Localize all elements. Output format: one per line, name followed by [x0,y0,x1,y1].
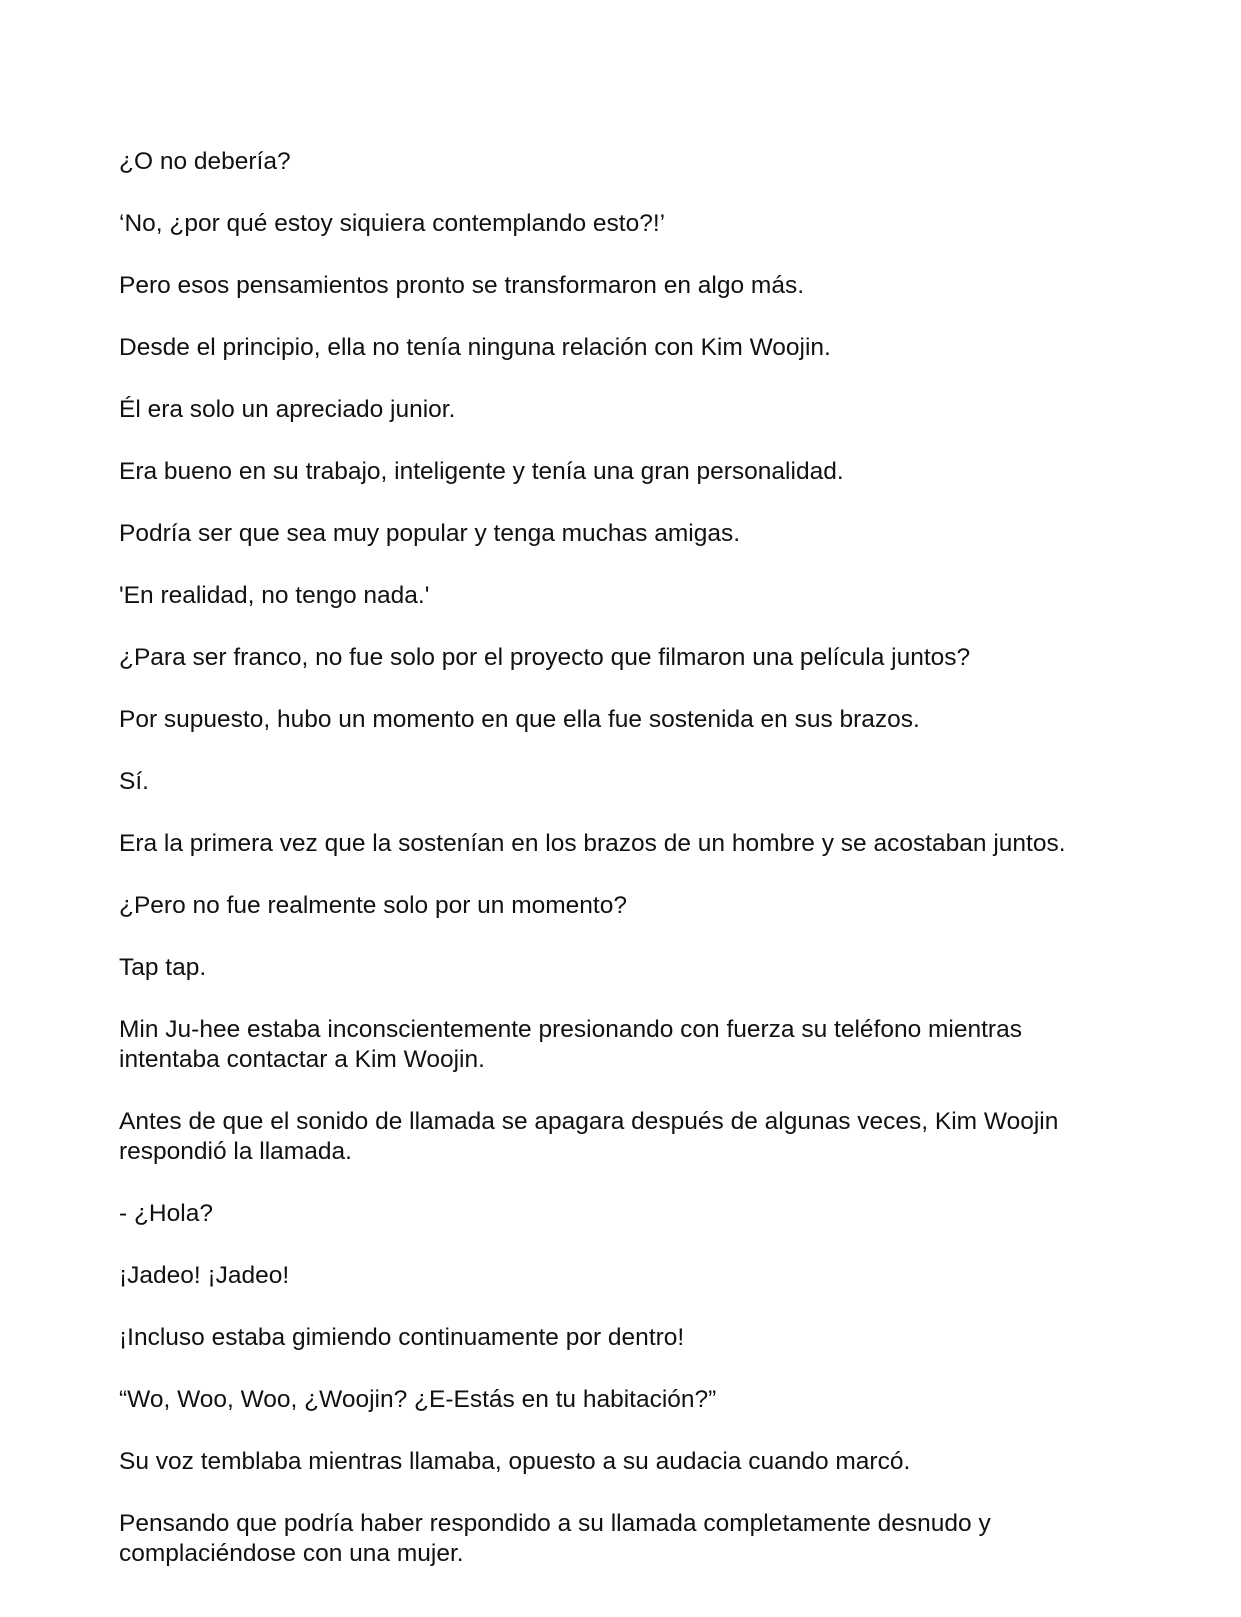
paragraph-12: Era la primera vez que la sostenían en los brazos de un hombre y se acostaban juntos. [119,830,1066,857]
paragraph-20: “Wo, Woo, Woo, ¿Woojin? ¿E-Estás en tu habitación?” [119,1386,717,1413]
paragraph-16: Antes de que el sonido de llamada se apagara después de algunas veces, Kim Woojin respondió la llamada. [119,1108,1059,1165]
paragraph-15: Min Ju-hee estaba inconscientemente presionando con fuerza su teléfono mientras intentaba contactar a Kim Woojin. [119,1016,1022,1073]
paragraph-1: ¿O no debería? [119,148,291,175]
paragraph-3: Pero esos pensamientos pronto se transformaron en algo más. [119,272,805,299]
paragraph-5: Él era solo un apreciado junior. [119,396,456,423]
paragraph-4: Desde el principio, ella no tenía ninguna relación con Kim Woojin. [119,334,831,361]
paragraph-19: ¡Incluso estaba gimiendo continuamente por dentro! [119,1324,685,1351]
paragraph-9: ¿Para ser franco, no fue solo por el proyecto que filmaron una película juntos? [119,644,971,671]
paragraph-7: Podría ser que sea muy popular y tenga muchas amigas. [119,520,741,547]
paragraph-17: - ¿Hola? [119,1200,213,1227]
document-body [119,147,1129,1601]
paragraph-10: Por supuesto, hubo un momento en que ella fue sostenida en sus brazos. [119,706,920,733]
paragraph-18: ¡Jadeo! ¡Jadeo! [119,1262,290,1289]
paragraph-8: 'En realidad, no tengo nada.' [119,582,430,609]
paragraph-14: Tap tap. [119,954,207,981]
paragraph-21: Su voz temblaba mientras llamaba, opuesto a su audacia cuando marcó. [119,1448,911,1475]
paragraph-6: Era bueno en su trabajo, inteligente y tenía una gran personalidad. [119,458,844,485]
paragraph-11: Sí. [119,768,149,795]
paragraph-22: Pensando que podría haber respondido a su llamada completamente desnudo y complaciéndose con una mujer. [119,1510,991,1567]
paragraph-2: ‘No, ¿por qué estoy siquiera contemplando esto?!’ [119,210,666,237]
paragraph-13: ¿Pero no fue realmente solo por un momento? [119,892,627,919]
